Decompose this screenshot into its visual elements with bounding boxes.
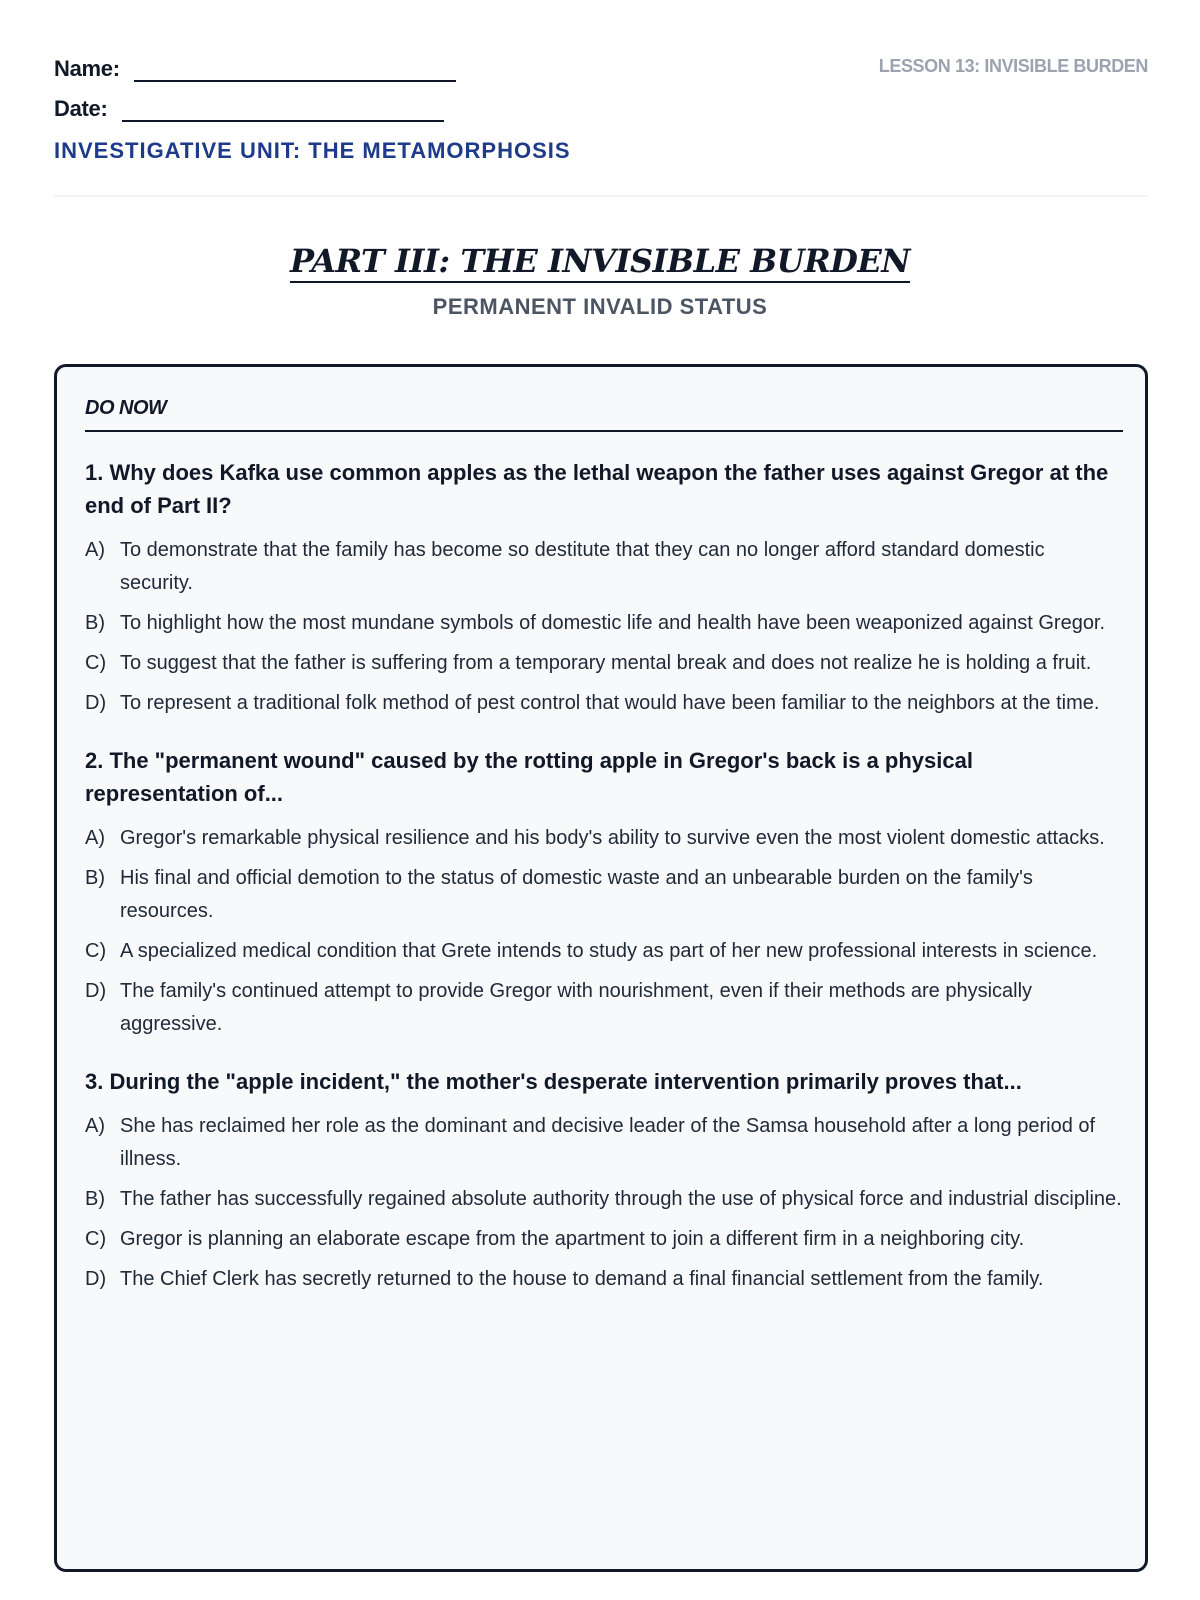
date-input-line[interactable] (122, 100, 444, 122)
option-text: To suggest that the father is suffering from a temporary mental break and does not realize he is holding a fruit. (120, 652, 1092, 674)
answer-option[interactable] (85, 647, 1123, 680)
answer-option[interactable] (85, 935, 1123, 968)
answer-option[interactable] (85, 534, 1123, 600)
answer-option[interactable] (85, 1223, 1123, 1256)
unit-title: INVESTIGATIVE UNIT: THE METAMORPHOSIS (54, 138, 571, 163)
name-label: Name: (54, 56, 120, 81)
option-letter: C) (85, 1228, 107, 1250)
option-text: The family's continued attempt to provide Gregor with nourishment, even if their methods are physically aggressive. (120, 980, 1033, 1035)
option-text: She has reclaimed her role as the dominant and decisive leader of the Samsa household after a long period of illness. (120, 1115, 1096, 1170)
option-letter: A) (85, 539, 105, 561)
option-letter: D) (85, 1268, 107, 1290)
answer-options (85, 1110, 1123, 1296)
page-subtitle: PERMANENT INVALID STATUS (432, 294, 768, 319)
option-letter: B) (85, 867, 105, 889)
option-letter: B) (85, 1188, 105, 1210)
question-prompt: 1. Why does Kafka use common apples as the lethal weapon the father uses against Gregor at the end of Part II? (85, 460, 1109, 518)
question-prompt: 2. The "permanent wound" caused by the rotting apple in Gregor's back is a physical representation of... (85, 748, 973, 806)
date-label: Date: (54, 96, 108, 121)
option-letter: C) (85, 652, 107, 674)
option-letter: D) (85, 980, 107, 1002)
option-text: To demonstrate that the family has become so destitute that they can no longer afford standard domestic security. (120, 539, 1045, 594)
name-field-row (54, 56, 456, 82)
header-divider (54, 195, 1148, 197)
do-now-content (85, 397, 1123, 1303)
answer-options (85, 534, 1123, 720)
lesson-label: LESSON 13: INVISIBLE BURDEN (878, 56, 1148, 76)
option-text: To represent a traditional folk method of pest control that would have been familiar to the neighbors at the time. (120, 692, 1100, 714)
answer-option[interactable] (85, 862, 1123, 928)
option-text: To highlight how the most mundane symbols of domestic life and health have been weaponized against Gregor. (120, 612, 1106, 634)
option-letter: C) (85, 940, 107, 962)
date-field-row (54, 96, 444, 122)
option-letter: B) (85, 612, 105, 634)
answer-option[interactable] (85, 687, 1123, 720)
answer-option[interactable] (85, 607, 1123, 640)
option-text: Gregor's remarkable physical resilience and his body's ability to survive even the most violent domestic attacks. (120, 827, 1105, 849)
name-input-line[interactable] (134, 60, 456, 82)
answer-option[interactable] (85, 1183, 1123, 1216)
title-wrap (0, 242, 1200, 283)
do-now-box (54, 364, 1148, 1572)
option-text: A specialized medical condition that Grete intends to study as part of her new professional interests in science. (120, 940, 1098, 962)
option-letter: A) (85, 827, 105, 849)
option-text: His final and official demotion to the status of domestic waste and an unbearable burden on the family's resources. (120, 867, 1033, 922)
answer-option[interactable] (85, 975, 1123, 1041)
answer-option[interactable] (85, 822, 1123, 855)
question-prompt: 3. During the "apple incident," the mother's desperate intervention primarily proves that... (85, 1069, 1022, 1094)
do-now-heading: DO NOW (85, 397, 1123, 432)
option-letter: D) (85, 692, 107, 714)
option-text: The Chief Clerk has secretly returned to the house to demand a final financial settlement from the family. (120, 1268, 1044, 1290)
answer-option[interactable] (85, 1110, 1123, 1176)
option-letter: A) (85, 1115, 105, 1137)
answer-options (85, 822, 1123, 1041)
answer-option[interactable] (85, 1263, 1123, 1296)
option-text: The father has successfully regained absolute authority through the use of physical force and industrial discipline. (120, 1188, 1122, 1210)
page-title: PART III: THE INVISIBLE BURDEN (290, 242, 910, 283)
option-text: Gregor is planning an elaborate escape from the apartment to join a different firm in a neighboring city. (120, 1228, 1025, 1250)
